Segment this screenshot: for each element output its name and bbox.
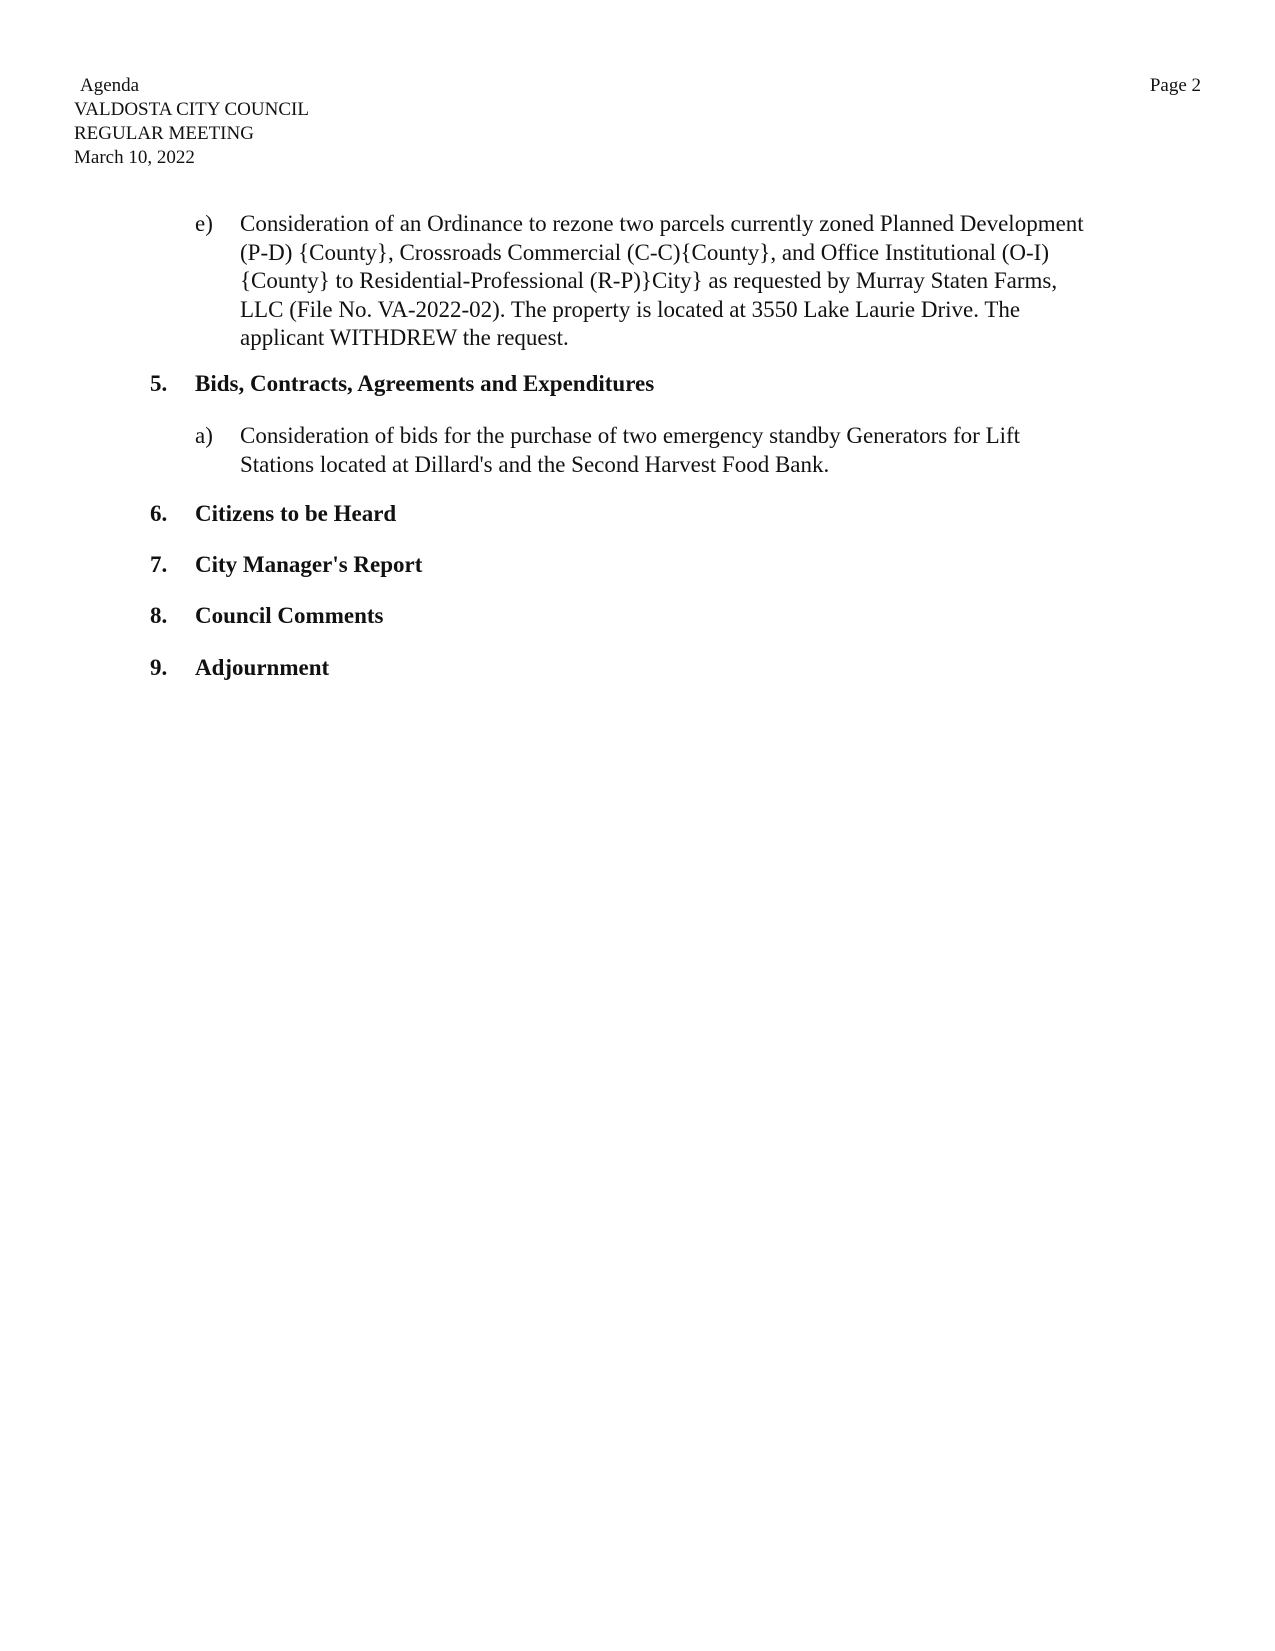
- agenda-subitem-5a: [195, 422, 1095, 479]
- section-title: City Manager's Report: [195, 552, 423, 577]
- agenda-section-8: [150, 602, 383, 630]
- subitem-text: Consideration of an Ordinance to rezone two parcels currently zoned Planned Development (P-D) {County}, Crossroads Commercial (C-C){County}, and Office Institutional (O-I){County} to Residential-Professional (R-P)}City} as requested by Murray Staten Farms, LLC (File No. VA-2022-02). The property is located at 3550 Lake Laurie Drive. The applicant WITHDREW the request.: [240, 211, 1084, 350]
- page-number: Page 2: [1149, 75, 1201, 96]
- header-agenda-label: Agenda: [80, 75, 140, 96]
- section-title: Council Comments: [195, 603, 384, 628]
- subitem-text: Consideration of bids for the purchase of two emergency standby Generators for Lift Stations located at Dillard's and the Second Harvest Food Bank.: [240, 423, 1021, 477]
- section-title: Bids, Contracts, Agreements and Expenditures: [195, 371, 655, 396]
- agenda-section-9: [150, 654, 329, 682]
- agenda-subitem-4e: [195, 210, 1095, 353]
- header-meeting-date: March 10, 2022: [74, 147, 195, 168]
- header-council-name: VALDOSTA CITY COUNCIL: [74, 99, 309, 120]
- header-meeting-type: REGULAR MEETING: [74, 123, 254, 144]
- section-number: 7.: [150, 552, 168, 577]
- section-title: Adjournment: [195, 655, 330, 680]
- subitem-letter: e): [195, 211, 213, 236]
- section-title: Citizens to be Heard: [195, 501, 397, 526]
- section-number: 9.: [150, 655, 168, 680]
- section-number: 6.: [150, 501, 168, 526]
- agenda-section-5: [150, 370, 654, 398]
- agenda-section-6: [150, 500, 396, 528]
- section-number: 8.: [150, 603, 168, 628]
- agenda-section-7: [150, 551, 422, 579]
- section-number: 5.: [150, 371, 168, 396]
- subitem-letter: a): [195, 423, 213, 448]
- document-header: [74, 74, 309, 170]
